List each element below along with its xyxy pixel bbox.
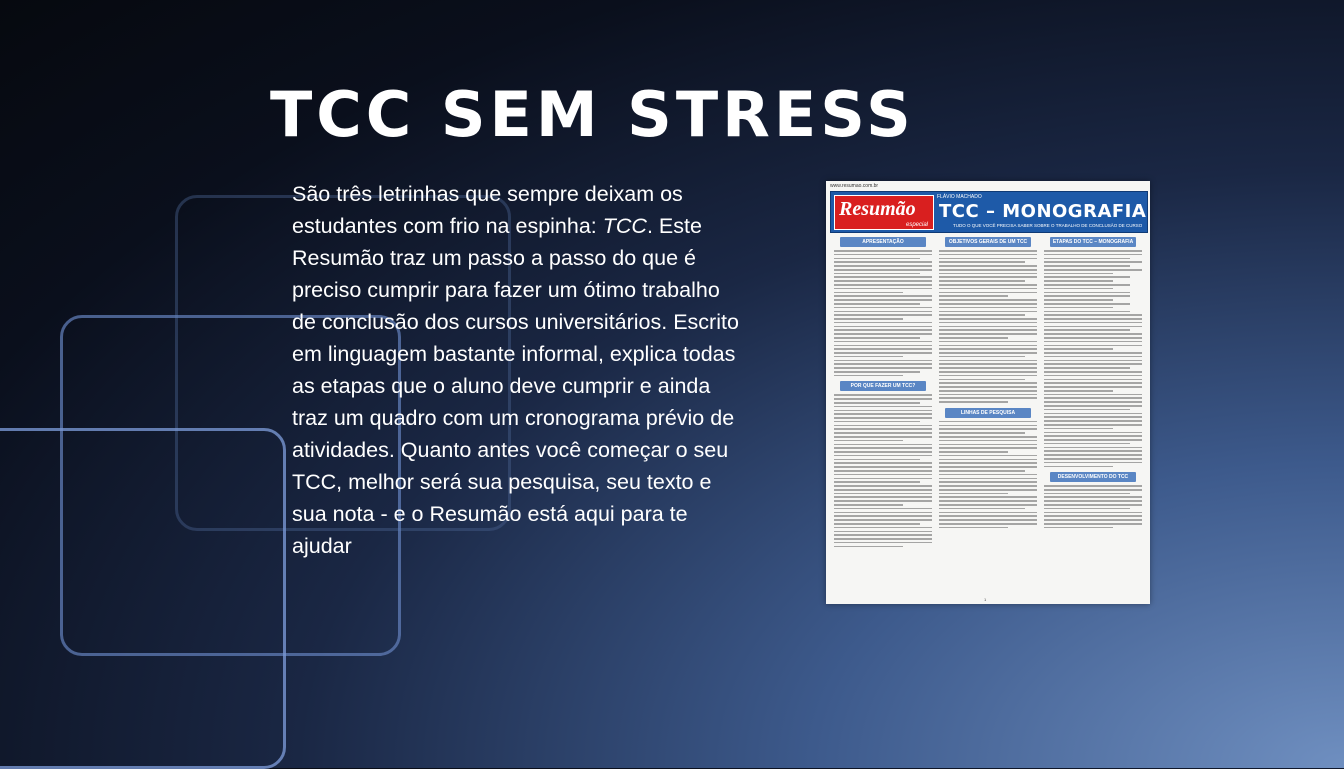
book-cover-image <box>826 181 1150 604</box>
body-text-part1: São três letrinhas que sempre deixam os estudantes com frio na espinha: <box>292 182 683 238</box>
slide-body-text <box>292 178 742 562</box>
decorative-square-front <box>0 428 286 769</box>
slide-title: TCC SEM STRESS <box>270 78 915 151</box>
section-heading: DESENVOLVIMENTO DO TCC <box>1050 472 1136 482</box>
cover-page-number: 1 <box>984 597 987 602</box>
cover-column-2 <box>939 237 1037 533</box>
cover-author: FLÁVIO MACHADO <box>937 194 982 200</box>
section-heading: ETAPAS DO TCC – MONOGRAFIA <box>1050 237 1136 247</box>
cover-column-3 <box>1044 237 1142 533</box>
brand-logo <box>834 195 934 230</box>
section-heading: OBJETIVOS GERAIS DE UM TCC <box>945 237 1031 247</box>
text-block <box>939 250 1037 403</box>
cover-subtitle: TUDO O QUE VOCÊ PRECISA SABER SOBRE O TRABALHO DE CONCLUSÃO DE CURSO <box>953 223 1143 228</box>
brand-subtitle: especial <box>905 222 928 228</box>
body-text-part2: . Este Resumão traz um passo a passo do que é preciso cumprir para fazer um ótimo trabalho de conclusão dos cursos universitários. Escrito em linguagem bastante informal, explica todas as etapas que o aluno deve cumprir e ainda traz um quadro com um cronograma prévio de atividades. Quanto antes você começar o seu TCC, melhor será sua pesquisa, seu texto e sua nota - e o Resumão está aqui para te ajudar <box>292 214 739 558</box>
brand-name: Resumão <box>839 198 916 220</box>
text-block <box>1044 250 1142 467</box>
section-heading: LINHAS DE PESQUISA <box>945 408 1031 418</box>
section-heading: POR QUE FAZER UM TCC? <box>840 381 926 391</box>
section-heading: APRESENTAÇÃO <box>840 237 926 247</box>
cover-url: www.resumao.com.br <box>830 183 879 189</box>
text-block <box>834 250 932 376</box>
text-block <box>1044 485 1142 528</box>
cover-column-1 <box>834 237 932 552</box>
cover-title: TCC – MONOGRAFIA <box>939 201 1147 222</box>
body-text-emphasis: TCC <box>602 214 647 238</box>
text-block <box>939 421 1037 528</box>
cover-header <box>830 191 1148 233</box>
text-block <box>834 394 932 547</box>
